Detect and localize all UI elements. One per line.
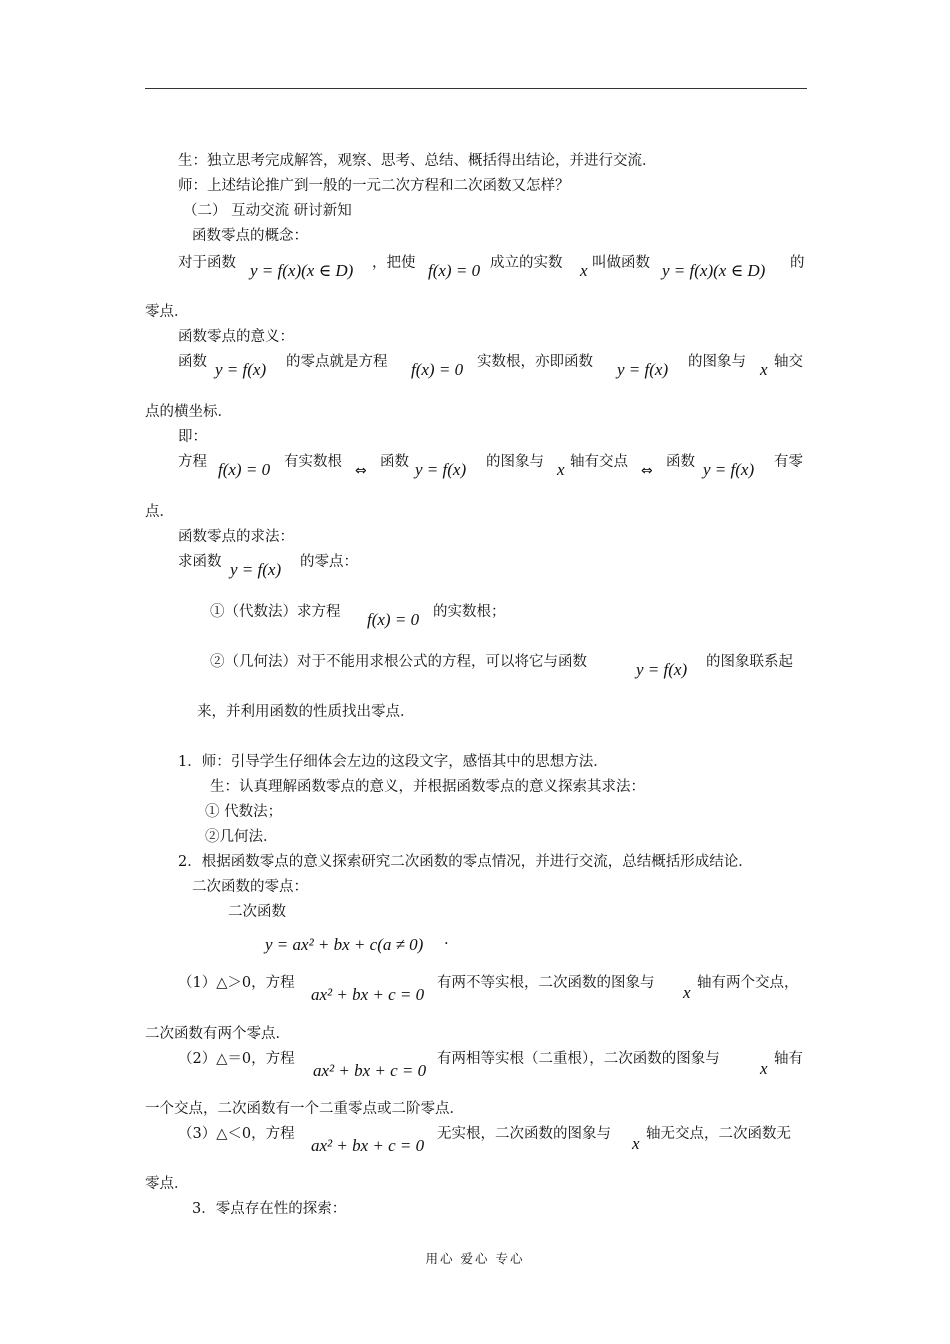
- text-line: ，把使: [372, 255, 416, 271]
- text-line: 的图象与: [688, 354, 746, 370]
- math-formula: y = f(x)(x ∈ D): [662, 261, 766, 280]
- text-line: 有零: [774, 454, 803, 470]
- text-line: 轴无交点，二次函数无: [646, 1126, 791, 1142]
- subheading: 二次函数的零点：: [192, 879, 308, 895]
- text-line: 的零点：: [300, 554, 358, 570]
- math-formula: y = f(x): [636, 660, 688, 679]
- text-line: 有两相等实根（二重根），二次函数的图象与: [437, 1051, 720, 1067]
- math-formula: y = f(x): [230, 560, 282, 579]
- text-line: 生：独立思考完成解答，观察、思考、总结、概括得出结论，并进行交流．: [178, 153, 657, 169]
- text-line: 函数: [380, 454, 409, 470]
- text-line: 点．: [145, 504, 174, 520]
- text-line: 求函数: [178, 554, 222, 570]
- case-item: （3）△＜0，方程: [178, 1126, 295, 1142]
- math-variable: x: [632, 1134, 640, 1153]
- text-line: 函数: [178, 354, 207, 370]
- text-line: 函数: [666, 454, 695, 470]
- iff-symbol: ⇔: [641, 463, 653, 479]
- text-line: 成立的实数: [490, 255, 563, 271]
- page-footer: 用心 爱心 专心: [425, 1251, 525, 1266]
- math-formula: f(x) = 0: [411, 360, 464, 379]
- text-line: 轴有: [774, 1051, 803, 1067]
- text-line: 的实数根；: [433, 604, 506, 620]
- text-line: 二次函数: [228, 904, 286, 920]
- text-line: 即：: [178, 429, 207, 445]
- math-formula: f(x) = 0: [218, 460, 271, 479]
- text-line: 一个交点，二次函数有一个二重零点或二阶零点．: [145, 1101, 464, 1117]
- math-variable: x: [580, 261, 588, 280]
- math-formula: ax² + bx + c = 0: [311, 1136, 425, 1155]
- math-formula: y = ax² + bx + c(a ≠ 0): [265, 935, 424, 954]
- text-line: 生：认真理解函数零点的意义，并根据函数零点的意义探索其求法：: [210, 779, 645, 795]
- numbered-item: 3．零点存在性的探索：: [192, 1201, 347, 1217]
- text-line: 轴有两个交点，: [697, 975, 799, 991]
- text-line: 零点．: [145, 304, 189, 320]
- numbered-item: 2．根据函数零点的意义探索研究二次函数的零点情况，并进行交流，总结概括形成结论．: [178, 854, 753, 870]
- math-formula: ax² + bx + c = 0: [313, 1061, 427, 1080]
- text-line: 的零点就是方程: [286, 354, 388, 370]
- text-line: 有两不等实根，二次函数的图象与: [437, 975, 655, 991]
- subheading: 函数零点的概念：: [192, 228, 308, 244]
- text-line: 有实数根: [284, 454, 342, 470]
- text-line: 实数根，亦即函数: [477, 354, 593, 370]
- subheading: 函数零点的求法：: [178, 529, 294, 545]
- text-line: .: [444, 932, 449, 948]
- text-line: 叫做函数: [592, 255, 650, 271]
- math-variable: x: [683, 983, 691, 1002]
- math-formula: y = f(x): [215, 360, 267, 379]
- math-formula: ax² + bx + c = 0: [311, 985, 425, 1004]
- list-item: ① 代数法；: [205, 804, 283, 820]
- math-variable: x: [760, 1059, 768, 1078]
- list-item: ①（代数法）求方程: [210, 604, 341, 620]
- math-formula: y = f(x): [617, 360, 669, 379]
- list-item: ②几何法．: [205, 829, 278, 845]
- text-line: 对于函数: [178, 255, 236, 271]
- text-line: 师：上述结论推广到一般的一元二次方程和二次函数又怎样？: [178, 178, 570, 194]
- text-line: 的图象联系起: [706, 654, 793, 670]
- subheading: 函数零点的意义：: [178, 329, 294, 345]
- text-line: 来，并利用函数的性质找出零点．: [197, 704, 415, 720]
- text-line: 的: [790, 255, 805, 271]
- math-formula: y = f(x): [415, 460, 467, 479]
- text-line: 二次函数有两个零点．: [145, 1026, 290, 1042]
- iff-symbol: ⇔: [355, 463, 367, 479]
- text-line: 无实根，二次函数的图象与: [437, 1126, 611, 1142]
- math-formula: f(x) = 0: [367, 610, 420, 629]
- text-line: 的图象与: [486, 454, 544, 470]
- text-line: 点的横坐标．: [145, 404, 232, 420]
- math-variable: x: [557, 460, 565, 479]
- text-line: 轴有交点: [570, 454, 628, 470]
- text-line: 零点．: [145, 1176, 189, 1192]
- header-rule: [145, 88, 807, 89]
- list-item: ②（几何法）对于不能用求根公式的方程，可以将它与函数: [210, 654, 587, 670]
- case-item: （1）△＞0，方程: [178, 975, 295, 991]
- text-line: 方程: [178, 454, 207, 470]
- case-item: （2）△＝0，方程: [178, 1051, 295, 1067]
- numbered-item: 1．师：引导学生仔细体会左边的这段文字，感悟其中的思想方法．: [178, 754, 608, 770]
- text-line: 轴交: [774, 354, 803, 370]
- math-variable: x: [760, 360, 768, 379]
- section-heading: （二） 互动交流 研讨新知: [183, 203, 352, 219]
- math-formula: f(x) = 0: [428, 261, 481, 280]
- math-formula: y = f(x): [703, 460, 755, 479]
- math-formula: y = f(x)(x ∈ D): [250, 261, 354, 280]
